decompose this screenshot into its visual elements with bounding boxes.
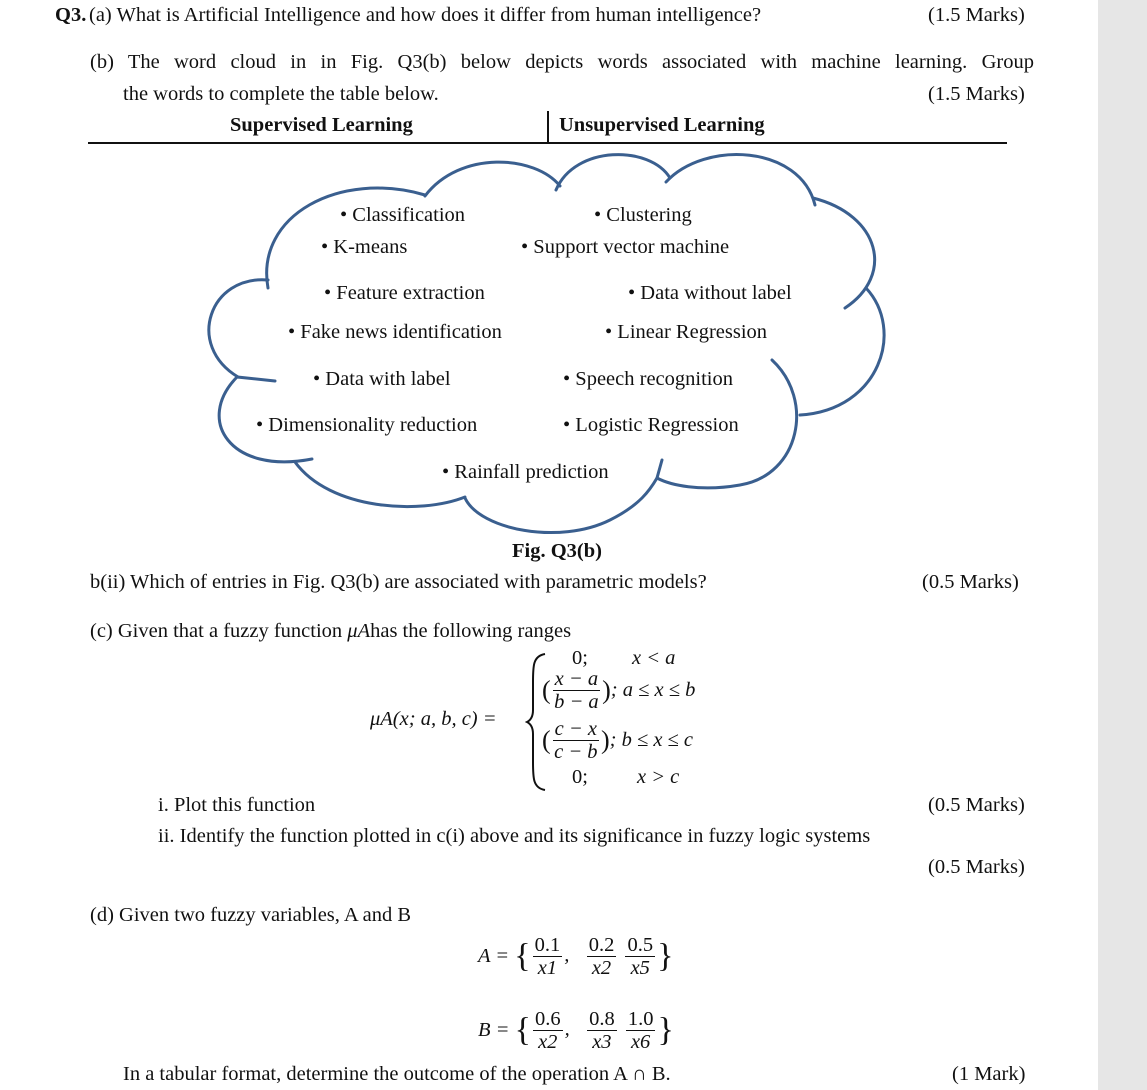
marks-3d: (1 Mark): [952, 1063, 1026, 1085]
figure-caption: Fig. Q3(b): [512, 540, 602, 562]
cloud-word: • Speech recognition: [563, 368, 733, 390]
marks-3bii: (0.5 Marks): [922, 571, 1019, 593]
cloud-word: • Support vector machine: [521, 236, 730, 258]
case-1-den: b − a: [554, 691, 599, 713]
case-2-den: c − b: [554, 741, 598, 763]
set-b-num: 0.6: [534, 1008, 561, 1030]
question-3c-intro: [90, 620, 571, 643]
question-3d-intro: (d) Given two fuzzy variables, A and B: [90, 904, 412, 926]
cloud-word: • Dimensionality reduction: [256, 414, 478, 436]
set-b-num: 0.8: [589, 1008, 615, 1030]
set-b-den: x3: [592, 1031, 612, 1053]
set-a-num: 0.2: [588, 934, 615, 956]
case-0-expr: 0;: [572, 647, 588, 669]
question-3b-line2: the words to complete the table below.: [123, 83, 439, 105]
formula-lhs: μA(x; a, b, c) =: [370, 708, 497, 730]
cloud-word: • Data with label: [313, 368, 451, 390]
question-3c-i: i. Plot this function: [158, 794, 316, 816]
set-a-den: x5: [630, 957, 650, 979]
cloud-word: • Fake news identification: [288, 321, 502, 343]
table-header-unsupervised: Unsupervised Learning: [559, 114, 765, 136]
question-number: Q3.: [55, 4, 87, 26]
case-3-cond: x > c: [637, 766, 680, 788]
set-a-lhs: A =: [478, 945, 510, 967]
set-a-num: 0.5: [627, 934, 654, 956]
case-3-expr: 0;: [572, 766, 588, 788]
case-0-cond: x < a: [632, 647, 676, 669]
question-3b-line1: (b) The word cloud in in Fig. Q3(b) below depicts words associated with machine learning. Group: [90, 51, 1034, 73]
question-3c-ii: ii. Identify the function plotted in c(i) above and its significance in fuzzy logic systems: [158, 825, 871, 847]
case-2-num: c − x: [554, 718, 597, 740]
case-1-num: x − a: [554, 668, 599, 690]
cloud-word: • K-means: [321, 236, 408, 258]
cloud-word: • Rainfall prediction: [442, 461, 609, 483]
intro-text: (c) Given that a fuzzy function: [90, 620, 348, 642]
marks-3c-ii: (0.5 Marks): [928, 856, 1025, 878]
marks-3b: (1.5 Marks): [928, 83, 1025, 105]
set-a-den: x2: [591, 957, 612, 979]
marks-3a: (1.5 Marks): [928, 4, 1025, 26]
intro-text-end: has the following ranges: [370, 620, 572, 642]
case-1-cond: ; a ≤ x ≤ b: [610, 679, 696, 701]
set-b-den: x6: [630, 1031, 651, 1053]
question-3d: In a tabular format, determine the outcome of the operation A ∩ B.: [123, 1063, 671, 1085]
cloud-word: • Classification: [340, 204, 466, 226]
question-3a: (a) What is Artificial Intelligence and how does it differ from human intelligence?: [89, 4, 762, 26]
set-a-den: x1: [537, 957, 558, 979]
cloud-word: • Linear Regression: [605, 321, 768, 343]
set-a-num: 0.1: [534, 934, 561, 956]
case-2-cond: ; b ≤ x ≤ c: [609, 729, 694, 751]
question-3bii: b(ii) Which of entries in Fig. Q3(b) are associated with parametric models?: [90, 571, 707, 593]
set-b-den: x2: [538, 1031, 558, 1053]
cloud-word: • Feature extraction: [324, 282, 485, 304]
mu-symbol: μA: [347, 620, 371, 642]
marks-3c-i: (0.5 Marks): [928, 794, 1025, 816]
cloud-word: • Logistic Regression: [563, 414, 739, 436]
table-header-supervised: Supervised Learning: [230, 114, 413, 136]
cloud-word: • Data without label: [628, 282, 792, 304]
page-gutter: [1098, 0, 1147, 1090]
set-b-num: 1.0: [627, 1008, 654, 1030]
cloud-word: • Clustering: [594, 204, 692, 226]
set-b-lhs: B =: [478, 1019, 510, 1041]
